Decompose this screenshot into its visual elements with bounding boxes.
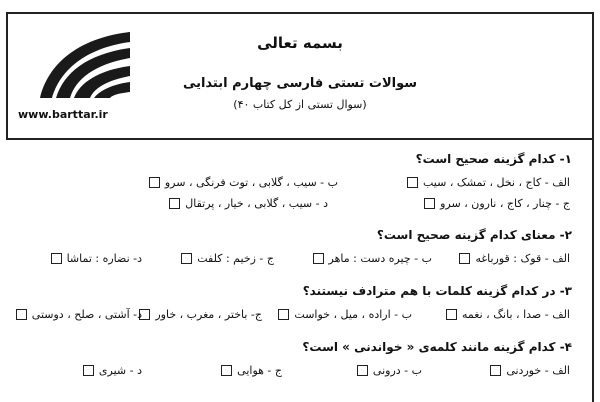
option-label: ج - زخیم : کلفت — [197, 252, 274, 265]
q1-option-b[interactable] — [149, 176, 338, 189]
option-label: ب - درونی — [372, 364, 422, 377]
option-label: ب - سیب ، گلابی ، توت فرنگی ، سرو — [164, 176, 338, 189]
option-label: ج- باختر ، مغرب ، خاور — [155, 308, 262, 321]
q1-option-a[interactable] — [407, 176, 570, 189]
q4-option-c[interactable] — [221, 364, 282, 377]
option-label: الف - کاج ، نخل ، تمشک ، سیب — [423, 176, 570, 189]
option-label: ب - چیره دست : ماهر — [328, 252, 432, 265]
checkbox-icon[interactable] — [313, 253, 324, 264]
q1-option-d[interactable] — [169, 197, 328, 210]
checkbox-icon[interactable] — [221, 365, 232, 376]
question-3: ۳- در کدام گزینه کلمات با هم مترادف نیستند؟ — [302, 284, 572, 298]
q4-option-d[interactable] — [83, 364, 142, 377]
option-label: الف - خوردنی — [506, 364, 570, 377]
q3-option-a[interactable] — [446, 308, 570, 321]
checkbox-icon[interactable] — [83, 365, 94, 376]
q2-option-b[interactable] — [313, 252, 433, 265]
exam-subtitle: (۴۰ سوال تستی از کل کتاب) — [233, 98, 367, 111]
option-label: الف - صدا ، بانگ ، نغمه — [462, 308, 570, 321]
site-url: www.barttar.ir — [18, 108, 108, 121]
exam-title: سوالات تستی فارسی چهارم ابتدایی — [182, 76, 418, 91]
option-label: د- آشتی ، صلح ، دوستی — [31, 308, 142, 321]
checkbox-icon[interactable] — [149, 177, 160, 188]
q1-option-c[interactable] — [424, 197, 570, 210]
checkbox-icon[interactable] — [357, 365, 368, 376]
option-label: الف - قوک : قورباغه — [475, 252, 570, 265]
q2-option-d[interactable] — [51, 252, 142, 265]
checkbox-icon[interactable] — [446, 309, 457, 320]
q2-option-a[interactable] — [459, 252, 570, 265]
checkbox-icon[interactable] — [51, 253, 62, 264]
option-label: د- نضاره : تماشا — [66, 252, 142, 265]
basmala-heading: بسمه تعالی — [257, 34, 343, 52]
option-label: ج - هوایی — [237, 364, 282, 377]
checkbox-icon[interactable] — [424, 198, 435, 209]
q2-option-c[interactable] — [181, 252, 274, 265]
q3-option-b[interactable] — [278, 308, 412, 321]
checkbox-icon[interactable] — [181, 253, 192, 264]
checkbox-icon[interactable] — [459, 253, 470, 264]
question-2: ۲- معنای کدام گزینه صحیح است؟ — [376, 228, 572, 242]
checkbox-icon[interactable] — [490, 365, 501, 376]
q3-option-d[interactable] — [16, 308, 142, 321]
q4-option-a[interactable] — [490, 364, 570, 377]
option-label: ج - چنار ، کاج ، نارون ، سرو — [440, 197, 570, 210]
checkbox-icon[interactable] — [278, 309, 289, 320]
option-label: د - شیری — [98, 364, 142, 377]
header-border-bottom — [6, 138, 594, 140]
option-label: د - سیب ، گلابی ، خیار ، پرتقال — [185, 197, 328, 210]
checkbox-icon[interactable] — [169, 198, 180, 209]
q3-option-c[interactable] — [139, 308, 262, 321]
question-1: ۱- کدام گزینه صحیح است؟ — [415, 152, 572, 166]
header-border-top — [6, 12, 594, 14]
question-4: ۴- کدام گزینه مانند کلمه‌ی « خواندنی » است؟ — [302, 340, 572, 354]
q4-option-b[interactable] — [357, 364, 422, 377]
option-label: ب - اراده ، میل ، خواست — [294, 308, 412, 321]
page-border-right — [592, 12, 594, 402]
checkbox-icon[interactable] — [16, 309, 27, 320]
checkbox-icon[interactable] — [407, 177, 418, 188]
